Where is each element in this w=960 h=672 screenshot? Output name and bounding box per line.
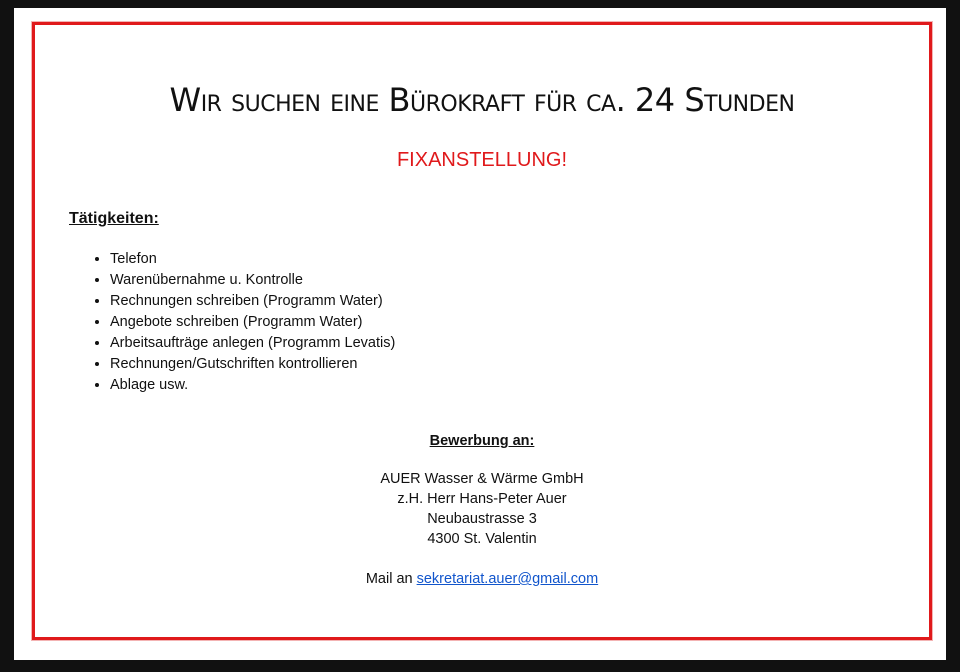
- tasks-heading: Tätigkeiten:: [69, 210, 159, 227]
- task-list: [68, 249, 395, 396]
- application-block: [35, 431, 929, 589]
- employment-type: FIXANSTELLUNG!: [396, 149, 568, 171]
- document-page: [14, 8, 946, 660]
- address-company: AUER Wasser & Wärme GmbH: [380, 471, 584, 487]
- list-item: • Rechnungen schreiben (Programm Water): [110, 291, 395, 312]
- list-item: • Telefon: [110, 249, 395, 270]
- mail-line: [35, 569, 929, 589]
- address-city: 4300 St. Valentin: [427, 531, 537, 547]
- job-title: Wir suchen eine Bürokraft für ca. 24 Stunden: [169, 81, 795, 119]
- list-item: • Arbeitsaufträge anlegen (Programm Levatis): [110, 333, 395, 354]
- list-item: • Angebote schreiben (Programm Water): [110, 312, 395, 333]
- postal-address: [35, 469, 929, 549]
- red-border-frame: [32, 22, 932, 640]
- mail-prefix: Mail an: [365, 571, 413, 587]
- address-street: Neubaustrasse 3: [427, 511, 537, 527]
- email-link[interactable]: sekretariat.auer@gmail.com: [416, 571, 599, 587]
- list-item: • Rechnungen/Gutschriften kontrollieren: [110, 354, 395, 375]
- application-heading: Bewerbung an:: [429, 433, 535, 449]
- address-attention: z.H. Herr Hans-Peter Auer: [397, 491, 567, 507]
- list-item: • Warenübernahme u. Kontrolle: [110, 270, 395, 291]
- list-item: • Ablage usw.: [110, 375, 395, 396]
